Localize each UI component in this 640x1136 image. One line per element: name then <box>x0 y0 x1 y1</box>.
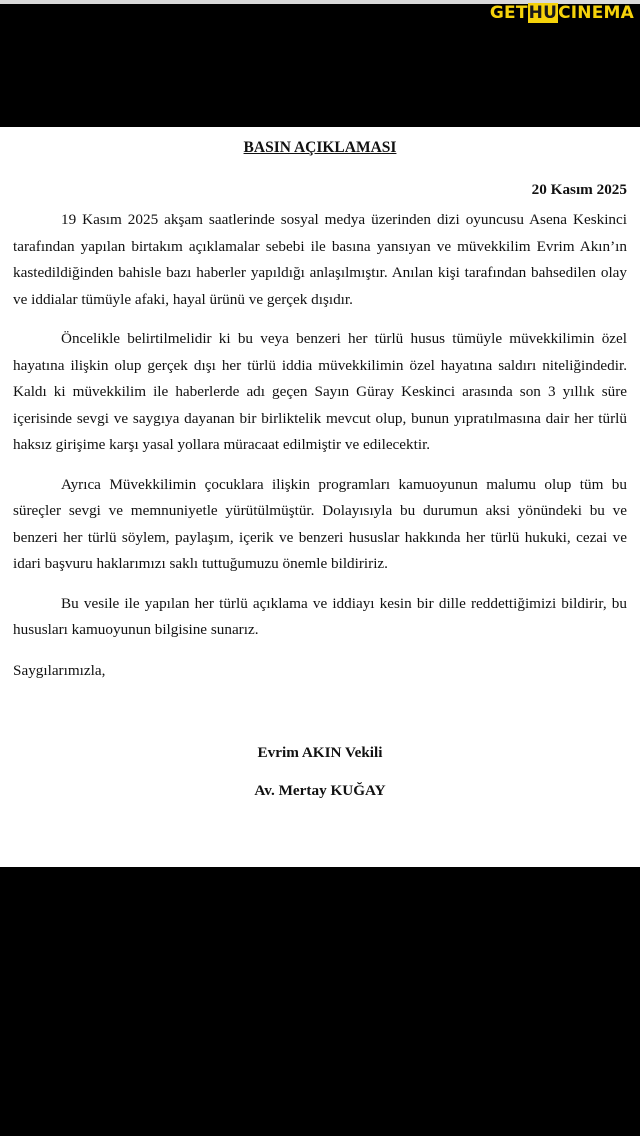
document-date: 20 Kasım 2025 <box>531 181 627 198</box>
document-title: BASIN AÇIKLAMASI <box>243 139 397 156</box>
paragraph-2: Öncelikle belirtilmelidir ki bu veya benzeri her türlü husus tümüyle müvekkilimin özel hayatına ilişkin olup gerçek dışı her türlü iddia müvekkilimin özel hayatına saldırı niteliğindedir. Kaldı ki müvekkilim ile haberlerde adı geçen Sayın Güray Keskinci arasında son 3 yıllık süre içerisinde sevgi ve saygıya dayanan bir birliktelik mevcut olup, bunun yıpratılmasına dair her türlü haksız girişime karşı yasal yollara müracaat edilmiştir ve edilecektir. <box>13 330 627 453</box>
signature-line-2: Av. Mertay KUĞAY <box>254 782 386 799</box>
watermark-part-1: GET <box>489 3 528 23</box>
press-release-document <box>0 127 640 867</box>
watermark-part-3: CINEMA <box>558 3 634 23</box>
signature-line-1: Evrim AKIN Vekili <box>257 744 383 761</box>
paragraph-3: Ayrıca Müvekkilimin çocuklara ilişkin programları kamuoyunun malumu olup tüm bu süreçler sevgi ve memnuniyetle yürütülmüştür. Dolayısıyla bu durumun aksi yönündeki bu ve benzeri her türlü söylem, paylaşım, içerik ve benzeri hususlar hakkında her türlü hukuki, cezai ve idari başvuru haklarımızı saklı tuttuğumuzu önemle bildiririz. <box>13 475 627 572</box>
watermark-part-2: HU <box>528 3 558 23</box>
channel-watermark-logo <box>490 2 634 24</box>
closing-salutation: Saygılarımızla, <box>13 661 106 679</box>
paragraph-4: Bu vesile ile yapılan her türlü açıklama ve iddiayı kesin bir dille reddettiğimizi bildirir, bu hususları kamuoyunun bilgisine sunarız. <box>13 594 627 638</box>
paragraph-1: 19 Kasım 2025 akşam saatlerinde sosyal medya üzerinden dizi oyuncusu Asena Keskinci tarafından yapılan birtakım açıklamalar sebebi ile basına yansıyan ve müvekkilim Evrim Akın’ın kastedildiğinden bahisle bazı haberler yapıldığı anlaşılmıştır. Anılan kişi tarafından bahsedilen olay ve iddialar tümüyle afaki, hayal ürünü ve gerçek dışıdır. <box>13 211 627 308</box>
